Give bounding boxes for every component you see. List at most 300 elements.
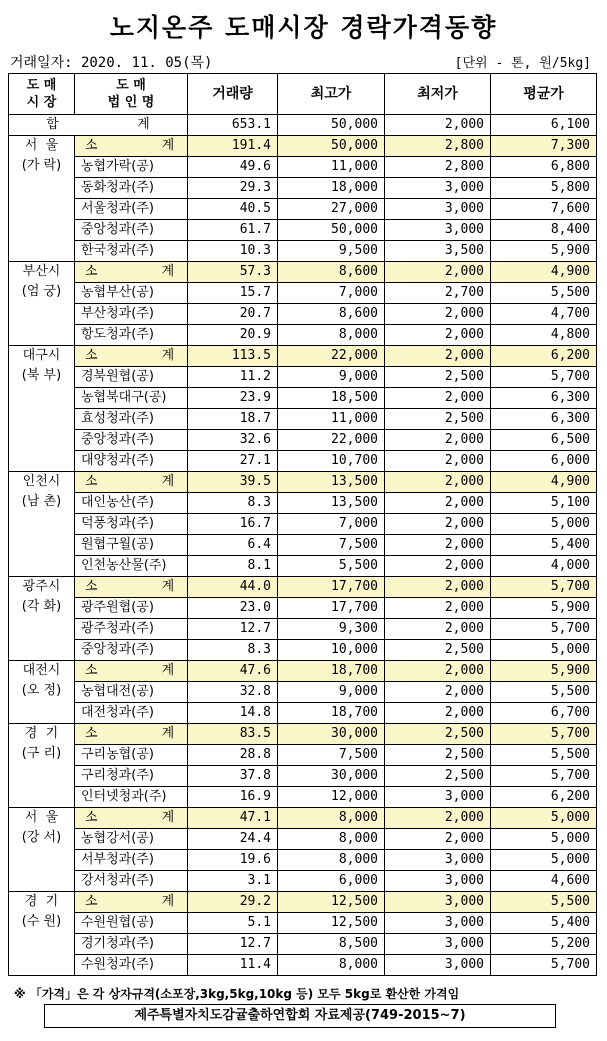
volume-cell: 12.7 <box>188 934 278 955</box>
min-price-cell: 2,000 <box>385 808 491 829</box>
avg-price-cell: 4,900 <box>491 472 597 493</box>
market-name-line1: 경 기 <box>24 726 59 741</box>
corp-name: 구리농협(공) <box>75 745 188 766</box>
avg-price-cell: 5,000 <box>491 850 597 871</box>
subtotal-label-a: 소 <box>85 726 98 741</box>
total-volume: 653.1 <box>188 115 278 136</box>
avg-price-cell: 5,900 <box>491 241 597 262</box>
market-name-line1: 인천시 <box>22 474 61 489</box>
volume-cell: 23.0 <box>188 598 278 619</box>
market-name <box>9 661 75 724</box>
table-row <box>9 598 597 619</box>
table-row <box>9 178 597 199</box>
avg-price-cell: 7,300 <box>491 136 597 157</box>
volume-cell: 20.7 <box>188 304 278 325</box>
table-row <box>9 325 597 346</box>
header-market-line1: 도 매 <box>26 78 57 93</box>
table-row <box>9 283 597 304</box>
corp-name: 경기청과(주) <box>75 934 188 955</box>
volume-cell: 11.4 <box>188 955 278 976</box>
max-price-cell: 8,000 <box>278 850 385 871</box>
corp-name: 대인농산(주) <box>75 493 188 514</box>
table-row <box>9 682 597 703</box>
volume-cell: 16.7 <box>188 514 278 535</box>
table-row <box>9 766 597 787</box>
unit-label: [단위 - 톤, 원/5kg] <box>454 56 591 71</box>
market-name-line1: 대구시 <box>22 348 61 363</box>
market-name-line2: (북 부) <box>21 368 62 383</box>
avg-price-cell: 5,400 <box>491 535 597 556</box>
market-name-line2: (엄 궁) <box>21 284 62 299</box>
market-name-line1: 서 울 <box>24 138 59 153</box>
min-price-cell: 3,000 <box>385 934 491 955</box>
max-price-cell: 17,700 <box>278 577 385 598</box>
volume-cell: 23.9 <box>188 388 278 409</box>
market-name <box>9 472 75 577</box>
table-header <box>9 74 597 115</box>
table-row <box>9 934 597 955</box>
volume-cell: 57.3 <box>188 262 278 283</box>
min-price-cell: 3,000 <box>385 913 491 934</box>
corp-name: 수원원협(공) <box>75 913 188 934</box>
volume-cell: 49.6 <box>188 157 278 178</box>
subtotal-label-b: 계 <box>161 264 175 279</box>
max-price-cell: 9,500 <box>278 241 385 262</box>
volume-cell: 8.3 <box>188 640 278 661</box>
avg-price-cell: 6,000 <box>491 451 597 472</box>
corp-name: 항도청과(주) <box>75 325 188 346</box>
table-row <box>9 535 597 556</box>
avg-price-cell: 6,200 <box>491 346 597 367</box>
min-price-cell: 2,700 <box>385 283 491 304</box>
avg-price-cell: 5,700 <box>491 577 597 598</box>
avg-price-cell: 4,800 <box>491 325 597 346</box>
max-price-cell: 18,500 <box>278 388 385 409</box>
max-price-cell: 9,000 <box>278 367 385 388</box>
avg-price-cell: 7,600 <box>491 199 597 220</box>
corp-name: 농협대전(공) <box>75 682 188 703</box>
subtotal-label-b: 계 <box>161 138 175 153</box>
total-max: 50,000 <box>278 115 385 136</box>
min-price-cell: 3,500 <box>385 241 491 262</box>
min-price-cell: 2,500 <box>385 766 491 787</box>
corp-name: 구리청과(주) <box>75 766 188 787</box>
subtotal-label <box>75 136 188 157</box>
subtotal-row <box>9 892 597 913</box>
min-price-cell: 2,000 <box>385 577 491 598</box>
avg-price-cell: 5,900 <box>491 661 597 682</box>
min-price-cell: 3,000 <box>385 892 491 913</box>
max-price-cell: 8,500 <box>278 934 385 955</box>
max-price-cell: 18,700 <box>278 703 385 724</box>
max-price-cell: 11,000 <box>278 157 385 178</box>
subtotal-label-b: 계 <box>161 474 175 489</box>
volume-cell: 8.1 <box>188 556 278 577</box>
table-row <box>9 157 597 178</box>
max-price-cell: 10,000 <box>278 640 385 661</box>
table-row <box>9 640 597 661</box>
table-row <box>9 850 597 871</box>
volume-cell: 191.4 <box>188 136 278 157</box>
market-name <box>9 892 75 976</box>
corp-name: 대전청과(주) <box>75 703 188 724</box>
avg-price-cell: 5,700 <box>491 724 597 745</box>
avg-price-cell: 4,000 <box>491 556 597 577</box>
min-price-cell: 2,000 <box>385 262 491 283</box>
corp-name: 광주원협(공) <box>75 598 188 619</box>
market-name-line1: 경 기 <box>24 894 59 909</box>
avg-price-cell: 5,100 <box>491 493 597 514</box>
avg-price-cell: 6,300 <box>491 388 597 409</box>
avg-price-cell: 5,000 <box>491 514 597 535</box>
table-row <box>9 703 597 724</box>
avg-price-cell: 5,000 <box>491 808 597 829</box>
min-price-cell: 2,000 <box>385 661 491 682</box>
max-price-cell: 7,500 <box>278 745 385 766</box>
avg-price-cell: 4,900 <box>491 262 597 283</box>
table-row <box>9 913 597 934</box>
market-name <box>9 808 75 892</box>
subtotal-row <box>9 808 597 829</box>
volume-cell: 29.2 <box>188 892 278 913</box>
table-row <box>9 745 597 766</box>
market-name-line2: (남 촌) <box>21 494 62 509</box>
header-avg: 평균가 <box>491 74 597 115</box>
max-price-cell: 9,300 <box>278 619 385 640</box>
max-price-cell: 22,000 <box>278 346 385 367</box>
corp-name: 서울청과(주) <box>75 199 188 220</box>
avg-price-cell: 6,500 <box>491 430 597 451</box>
table-row <box>9 241 597 262</box>
volume-cell: 44.0 <box>188 577 278 598</box>
volume-cell: 27.1 <box>188 451 278 472</box>
header-min: 최저가 <box>385 74 491 115</box>
subtotal-label-b: 계 <box>161 348 175 363</box>
min-price-cell: 2,000 <box>385 430 491 451</box>
avg-price-cell: 5,700 <box>491 367 597 388</box>
corp-name: 중앙청과(주) <box>75 220 188 241</box>
volume-cell: 47.6 <box>188 661 278 682</box>
max-price-cell: 18,000 <box>278 178 385 199</box>
volume-cell: 18.7 <box>188 409 278 430</box>
corp-name: 한국청과(주) <box>75 241 188 262</box>
avg-price-cell: 5,700 <box>491 955 597 976</box>
subtotal-row <box>9 262 597 283</box>
avg-price-cell: 5,800 <box>491 178 597 199</box>
max-price-cell: 22,000 <box>278 430 385 451</box>
avg-price-cell: 5,500 <box>491 892 597 913</box>
volume-cell: 39.5 <box>188 472 278 493</box>
table-row <box>9 304 597 325</box>
min-price-cell: 2,000 <box>385 619 491 640</box>
table-row <box>9 619 597 640</box>
avg-price-cell: 6,800 <box>491 157 597 178</box>
avg-price-cell: 5,400 <box>491 913 597 934</box>
source-box: 제주특별자치도감귤출하연합회 자료제공(749-2015~7) <box>44 1004 556 1028</box>
avg-price-cell: 5,700 <box>491 766 597 787</box>
avg-price-cell: 5,000 <box>491 829 597 850</box>
avg-price-cell: 6,200 <box>491 787 597 808</box>
header-corp-line1: 도 매 <box>116 78 146 93</box>
volume-cell: 14.8 <box>188 703 278 724</box>
avg-price-cell: 5,700 <box>491 619 597 640</box>
table-row <box>9 388 597 409</box>
min-price-cell: 2,500 <box>385 367 491 388</box>
max-price-cell: 30,000 <box>278 724 385 745</box>
volume-cell: 16.9 <box>188 787 278 808</box>
corp-name: 인터넷청과(주) <box>75 787 188 808</box>
max-price-cell: 8,000 <box>278 955 385 976</box>
volume-cell: 83.5 <box>188 724 278 745</box>
min-price-cell: 2,500 <box>385 409 491 430</box>
header-corp <box>75 74 188 115</box>
max-price-cell: 30,000 <box>278 766 385 787</box>
subtotal-label <box>75 262 188 283</box>
min-price-cell: 2,000 <box>385 388 491 409</box>
min-price-cell: 2,000 <box>385 325 491 346</box>
market-name-line2: (각 화) <box>21 599 62 614</box>
max-price-cell: 18,700 <box>278 661 385 682</box>
min-price-cell: 2,000 <box>385 535 491 556</box>
corp-name: 농협부산(공) <box>75 283 188 304</box>
table-row <box>9 829 597 850</box>
subtotal-row <box>9 577 597 598</box>
min-price-cell: 2,000 <box>385 556 491 577</box>
max-price-cell: 12,000 <box>278 787 385 808</box>
market-name <box>9 724 75 808</box>
volume-cell: 19.6 <box>188 850 278 871</box>
table-row <box>9 199 597 220</box>
max-price-cell: 8,000 <box>278 325 385 346</box>
max-price-cell: 7,500 <box>278 535 385 556</box>
total-label-a: 합 <box>46 117 59 132</box>
market-name-line1: 광주시 <box>22 579 61 594</box>
min-price-cell: 3,000 <box>385 871 491 892</box>
min-price-cell: 3,000 <box>385 178 491 199</box>
volume-cell: 40.5 <box>188 199 278 220</box>
market-name-line1: 대전시 <box>22 663 61 678</box>
total-label <box>9 115 188 136</box>
max-price-cell: 9,000 <box>278 682 385 703</box>
corp-name: 강서청과(주) <box>75 871 188 892</box>
volume-cell: 32.6 <box>188 430 278 451</box>
subtotal-label-a: 소 <box>85 663 98 678</box>
max-price-cell: 6,000 <box>278 871 385 892</box>
table-row <box>9 871 597 892</box>
min-price-cell: 3,000 <box>385 850 491 871</box>
volume-cell: 37.8 <box>188 766 278 787</box>
total-row <box>9 115 597 136</box>
table-row <box>9 367 597 388</box>
market-name <box>9 577 75 661</box>
total-min: 2,000 <box>385 115 491 136</box>
table-row <box>9 220 597 241</box>
market-name-line1: 부산시 <box>22 264 61 279</box>
subtotal-row <box>9 136 597 157</box>
subtotal-label <box>75 724 188 745</box>
volume-cell: 15.7 <box>188 283 278 304</box>
subtotal-row <box>9 724 597 745</box>
volume-cell: 5.1 <box>188 913 278 934</box>
volume-cell: 47.1 <box>188 808 278 829</box>
trade-date: 거래일자: 2020. 11. 05(목) <box>10 55 213 71</box>
min-price-cell: 2,000 <box>385 493 491 514</box>
avg-price-cell: 5,500 <box>491 745 597 766</box>
max-price-cell: 27,000 <box>278 199 385 220</box>
table-body <box>9 115 597 976</box>
avg-price-cell: 4,600 <box>491 871 597 892</box>
max-price-cell: 8,600 <box>278 262 385 283</box>
corp-name: 효성청과(주) <box>75 409 188 430</box>
header-market-line2: 시 장 <box>26 95 57 110</box>
subtotal-label-b: 계 <box>161 810 175 825</box>
subtotal-label-b: 계 <box>161 579 175 594</box>
subtotal-row <box>9 472 597 493</box>
max-price-cell: 12,500 <box>278 913 385 934</box>
market-name-line2: (강 서) <box>21 830 62 845</box>
max-price-cell: 11,000 <box>278 409 385 430</box>
max-price-cell: 7,000 <box>278 514 385 535</box>
market-name-line2: (구 리) <box>21 746 62 761</box>
subtotal-label <box>75 472 188 493</box>
min-price-cell: 2,800 <box>385 136 491 157</box>
min-price-cell: 2,500 <box>385 724 491 745</box>
corp-name: 광주청과(주) <box>75 619 188 640</box>
subtotal-label-a: 소 <box>85 894 98 909</box>
price-table <box>8 73 597 976</box>
min-price-cell: 3,000 <box>385 199 491 220</box>
min-price-cell: 2,000 <box>385 304 491 325</box>
volume-cell: 11.2 <box>188 367 278 388</box>
subtotal-label-a: 소 <box>85 810 98 825</box>
max-price-cell: 13,500 <box>278 493 385 514</box>
avg-price-cell: 4,700 <box>491 304 597 325</box>
corp-name: 중앙청과(주) <box>75 640 188 661</box>
market-name-line2: (수 원) <box>21 914 62 929</box>
avg-price-cell: 5,500 <box>491 682 597 703</box>
subtotal-label <box>75 346 188 367</box>
table-row <box>9 430 597 451</box>
avg-price-cell: 5,000 <box>491 640 597 661</box>
min-price-cell: 2,500 <box>385 640 491 661</box>
table-row <box>9 955 597 976</box>
avg-price-cell: 5,200 <box>491 934 597 955</box>
subtotal-label <box>75 892 188 913</box>
subtotal-label-a: 소 <box>85 264 98 279</box>
max-price-cell: 8,000 <box>278 829 385 850</box>
min-price-cell: 2,000 <box>385 472 491 493</box>
volume-cell: 28.8 <box>188 745 278 766</box>
max-price-cell: 7,000 <box>278 283 385 304</box>
header-max: 최고가 <box>278 74 385 115</box>
total-avg: 6,100 <box>491 115 597 136</box>
max-price-cell: 10,700 <box>278 451 385 472</box>
min-price-cell: 3,000 <box>385 220 491 241</box>
corp-name: 중앙청과(주) <box>75 430 188 451</box>
corp-name: 인천농산물(주) <box>75 556 188 577</box>
max-price-cell: 8,000 <box>278 808 385 829</box>
volume-cell: 61.7 <box>188 220 278 241</box>
min-price-cell: 2,000 <box>385 451 491 472</box>
corp-name: 서부청과(주) <box>75 850 188 871</box>
min-price-cell: 3,000 <box>385 955 491 976</box>
table-row <box>9 451 597 472</box>
min-price-cell: 2,000 <box>385 682 491 703</box>
subtotal-row <box>9 661 597 682</box>
avg-price-cell: 5,900 <box>491 598 597 619</box>
avg-price-cell: 6,300 <box>491 409 597 430</box>
volume-cell: 113.5 <box>188 346 278 367</box>
total-label-b: 계 <box>137 117 150 132</box>
subtotal-label-a: 소 <box>85 138 98 153</box>
subtotal-label <box>75 808 188 829</box>
market-name-line1: 서 울 <box>24 810 59 825</box>
subtotal-label-b: 계 <box>161 726 175 741</box>
min-price-cell: 2,000 <box>385 514 491 535</box>
min-price-cell: 2,500 <box>385 745 491 766</box>
max-price-cell: 13,500 <box>278 472 385 493</box>
volume-cell: 20.9 <box>188 325 278 346</box>
subtotal-row <box>9 346 597 367</box>
min-price-cell: 2,000 <box>385 703 491 724</box>
header-volume: 거래량 <box>188 74 278 115</box>
table-row <box>9 493 597 514</box>
volume-cell: 10.3 <box>188 241 278 262</box>
corp-name: 농협북대구(공) <box>75 388 188 409</box>
corp-name: 대양청과(주) <box>75 451 188 472</box>
volume-cell: 24.4 <box>188 829 278 850</box>
min-price-cell: 2,000 <box>385 829 491 850</box>
corp-name: 동화청과(주) <box>75 178 188 199</box>
avg-price-cell: 5,500 <box>491 283 597 304</box>
volume-cell: 32.8 <box>188 682 278 703</box>
subtotal-label-a: 소 <box>85 579 98 594</box>
max-price-cell: 5,500 <box>278 556 385 577</box>
volume-cell: 8.3 <box>188 493 278 514</box>
footnote: ※ 「가격」은 각 상자규격(소포장,3kg,5kg,10kg 등) 모두 5kg로 환산한 가격임 <box>14 987 460 1001</box>
volume-cell: 3.1 <box>188 871 278 892</box>
corp-name: 덕풍청과(주) <box>75 514 188 535</box>
corp-name: 경북원협(공) <box>75 367 188 388</box>
header-corp-line2: 법 인 명 <box>107 95 155 110</box>
max-price-cell: 50,000 <box>278 136 385 157</box>
page-title: 노지온주 도매시장 경락가격동향 <box>109 13 498 42</box>
corp-name: 농협가락(공) <box>75 157 188 178</box>
market-name-line2: (오 정) <box>21 683 62 698</box>
subtotal-label-b: 계 <box>161 894 175 909</box>
max-price-cell: 17,700 <box>278 598 385 619</box>
min-price-cell: 2,800 <box>385 157 491 178</box>
table-row <box>9 556 597 577</box>
subtotal-label-a: 소 <box>85 348 98 363</box>
min-price-cell: 2,000 <box>385 598 491 619</box>
max-price-cell: 12,500 <box>278 892 385 913</box>
volume-cell: 12.7 <box>188 619 278 640</box>
market-name-line2: (가 락) <box>21 158 62 173</box>
table-row <box>9 409 597 430</box>
table-row <box>9 514 597 535</box>
max-price-cell: 8,600 <box>278 304 385 325</box>
max-price-cell: 50,000 <box>278 220 385 241</box>
min-price-cell: 2,000 <box>385 346 491 367</box>
corp-name: 수원청과(주) <box>75 955 188 976</box>
volume-cell: 29.3 <box>188 178 278 199</box>
market-name <box>9 136 75 262</box>
market-name <box>9 346 75 472</box>
avg-price-cell: 8,400 <box>491 220 597 241</box>
avg-price-cell: 6,700 <box>491 703 597 724</box>
subtotal-label-a: 소 <box>85 474 98 489</box>
